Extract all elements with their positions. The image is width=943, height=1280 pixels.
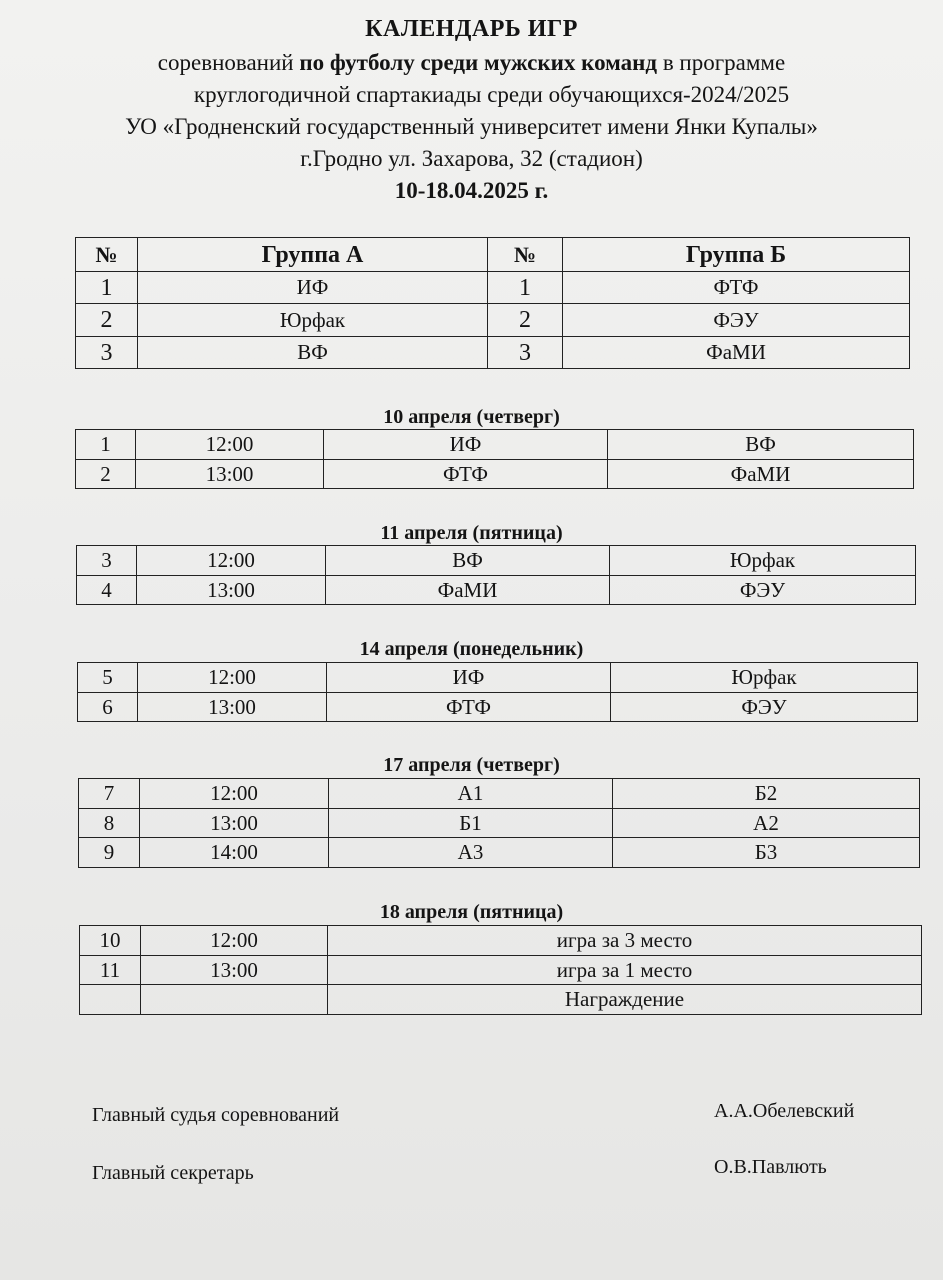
table-row bbox=[77, 576, 916, 605]
table-row bbox=[79, 809, 920, 838]
finals-table bbox=[79, 925, 922, 1015]
table-row bbox=[78, 663, 918, 693]
group-a-title: Группа А bbox=[138, 238, 488, 272]
game-time: 14:00 bbox=[140, 838, 329, 868]
game-number: 1 bbox=[76, 430, 136, 460]
number-header: № bbox=[76, 238, 138, 272]
subtitle-suffix: в программе bbox=[657, 50, 786, 75]
document-title: КАЛЕНДАРЬ ИГР bbox=[365, 16, 578, 42]
team-home: ФТФ bbox=[324, 460, 608, 489]
group-b-number: 3 bbox=[488, 337, 563, 369]
team-away: ВФ bbox=[608, 430, 914, 460]
groups-table bbox=[75, 237, 910, 369]
group-b-team: ФТФ bbox=[563, 272, 910, 304]
table-row bbox=[80, 926, 922, 956]
day-heading: 11 апреля (пятница) bbox=[380, 522, 563, 544]
subtitle-prefix: соревнований bbox=[157, 50, 300, 75]
day-heading: 17 апреля (четверг) bbox=[383, 754, 560, 776]
game-number: 10 bbox=[80, 926, 141, 956]
team-away: Юрфак bbox=[610, 546, 916, 576]
game-time: 12:00 bbox=[140, 779, 329, 809]
team-home: ИФ bbox=[324, 430, 608, 460]
game-time: 13:00 bbox=[137, 576, 326, 605]
table-row bbox=[76, 430, 914, 460]
team-home: А1 bbox=[329, 779, 613, 809]
team-away: ФЭУ bbox=[610, 576, 916, 605]
game-number: 8 bbox=[79, 809, 140, 838]
schedule-table bbox=[76, 545, 916, 605]
game-time: 12:00 bbox=[136, 430, 324, 460]
table-row bbox=[77, 546, 916, 576]
event-dates: 10-18.04.2025 г. bbox=[394, 178, 549, 203]
group-a-team: ВФ bbox=[138, 337, 488, 369]
award-ceremony: Награждение bbox=[328, 985, 922, 1015]
game-event: игра за 1 место bbox=[328, 956, 922, 985]
chief-judge-name: А.А.Обелевский bbox=[714, 1100, 855, 1122]
group-b-title: Группа Б bbox=[563, 238, 910, 272]
subtitle-line-1 bbox=[0, 50, 943, 76]
team-home: ФТФ bbox=[327, 693, 611, 722]
team-away: ФаМИ bbox=[608, 460, 914, 489]
table-row bbox=[76, 304, 910, 337]
game-number: 4 bbox=[77, 576, 137, 605]
team-home: ВФ bbox=[326, 546, 610, 576]
day-heading: 14 апреля (понедельник) bbox=[359, 638, 584, 660]
day-heading: 18 апреля (пятница) bbox=[379, 901, 564, 923]
game-time: 13:00 bbox=[140, 809, 329, 838]
game-number: 5 bbox=[78, 663, 138, 693]
game-time bbox=[141, 985, 328, 1015]
group-b-team: ФЭУ bbox=[563, 304, 910, 337]
table-row bbox=[80, 985, 922, 1015]
venue-address: г.Гродно ул. Захарова, 32 (стадион) bbox=[300, 146, 643, 171]
team-home: ФаМИ bbox=[326, 576, 610, 605]
game-time: 12:00 bbox=[138, 663, 327, 693]
group-b-number: 1 bbox=[488, 272, 563, 304]
subtitle-line-2: круглогодичной спартакиады среди обучающихся-2024/2025 bbox=[193, 82, 790, 107]
table-row bbox=[78, 693, 918, 722]
table-row bbox=[79, 779, 920, 809]
game-number: 3 bbox=[77, 546, 137, 576]
team-home: ИФ bbox=[327, 663, 611, 693]
game-time: 13:00 bbox=[138, 693, 327, 722]
game-number: 11 bbox=[80, 956, 141, 985]
table-row bbox=[76, 337, 910, 369]
group-b-number: 2 bbox=[488, 304, 563, 337]
team-away: Юрфак bbox=[611, 663, 918, 693]
group-a-number: 2 bbox=[76, 304, 138, 337]
game-time: 13:00 bbox=[136, 460, 324, 489]
game-number: 7 bbox=[79, 779, 140, 809]
chief-judge-label: Главный судья соревнований bbox=[92, 1104, 340, 1126]
game-number: 6 bbox=[78, 693, 138, 722]
table-row bbox=[79, 838, 920, 868]
game-event: игра за 3 место bbox=[328, 926, 922, 956]
university-name: УО «Гродненский государственный университет имени Янки Купалы» bbox=[125, 114, 818, 139]
group-a-number: 3 bbox=[76, 337, 138, 369]
table-row bbox=[76, 460, 914, 489]
group-a-number: 1 bbox=[76, 272, 138, 304]
team-home: А3 bbox=[329, 838, 613, 868]
group-b-team: ФаМИ bbox=[563, 337, 910, 369]
table-row bbox=[76, 272, 910, 304]
game-time: 12:00 bbox=[141, 926, 328, 956]
team-home: Б1 bbox=[329, 809, 613, 838]
game-time: 12:00 bbox=[137, 546, 326, 576]
game-number: 2 bbox=[76, 460, 136, 489]
group-a-team: ИФ bbox=[138, 272, 488, 304]
groups-header-row bbox=[76, 238, 910, 272]
schedule-table bbox=[75, 429, 914, 489]
game-time: 13:00 bbox=[141, 956, 328, 985]
chief-secretary-label: Главный секретарь bbox=[92, 1162, 254, 1184]
game-number bbox=[80, 985, 141, 1015]
group-a-team: Юрфак bbox=[138, 304, 488, 337]
table-row bbox=[80, 956, 922, 985]
team-away: Б2 bbox=[613, 779, 920, 809]
subtitle-sport: по футболу среди мужских команд bbox=[299, 50, 658, 75]
game-number: 9 bbox=[79, 838, 140, 868]
team-away: ФЭУ bbox=[611, 693, 918, 722]
number-header: № bbox=[488, 238, 563, 272]
team-away: Б3 bbox=[613, 838, 920, 868]
schedule-table bbox=[78, 778, 920, 868]
team-away: А2 bbox=[613, 809, 920, 838]
schedule-table bbox=[77, 662, 918, 722]
chief-secretary-name: О.В.Павлють bbox=[714, 1156, 827, 1178]
day-heading: 10 апреля (четверг) bbox=[383, 406, 560, 428]
